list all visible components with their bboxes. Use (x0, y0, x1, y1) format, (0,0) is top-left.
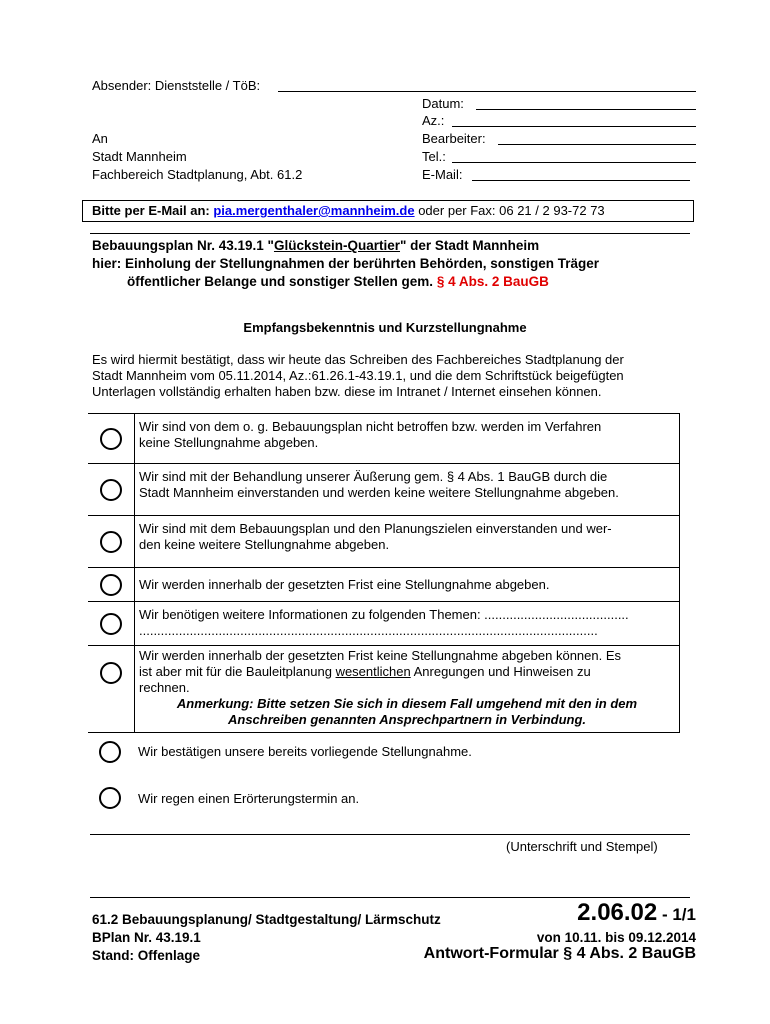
sender-label: Absender: Dienststelle / TöB: (92, 78, 261, 93)
subject-line2: hier: Einholung der Stellungnahmen der berührten Behörden, sonstigen Träger (92, 256, 600, 271)
recipient-department: Fachbereich Stadtplanung, Abt. 61.2 (92, 167, 303, 182)
option-7-label: Wir bestätigen unsere bereits vorliegende Stellungnahme. (138, 744, 472, 759)
option-6-note-line1: Anmerkung: Bitte setzen Sie sich in diesem Fall umgehend mit den in dem (176, 696, 638, 711)
option-3-radio[interactable] (100, 531, 122, 553)
option-6-line3: rechnen. (139, 680, 190, 695)
subject-quarter-name: Glückstein-Quartier (273, 238, 401, 253)
option-1-cell (88, 414, 135, 464)
option-6-note-line2: Anschreiben genannten Ansprechpartnern in Verbindung. (227, 712, 587, 727)
option-6-cell (88, 646, 135, 733)
email-field[interactable] (472, 180, 690, 181)
email-label: E-Mail: (422, 167, 463, 182)
option-2-line1: Wir sind mit der Behandlung unserer Äußerung gem. § 4 Abs. 1 BauGB durch die (139, 469, 608, 484)
signature-line[interactable] (90, 834, 690, 835)
recipient-city: Stadt Mannheim (92, 149, 187, 164)
option-1-radio[interactable] (100, 428, 122, 450)
divider (90, 233, 690, 234)
fax-text: oder per Fax: 06 21 / 2 93-72 73 (414, 203, 605, 218)
option-6-line2-pre: ist aber mit für die Bauleitplanung (139, 664, 336, 679)
option-4-text-cell (135, 568, 680, 602)
footer-form-title: Antwort-Formular § 4 Abs. 2 BauGB (423, 945, 696, 962)
option-3-line1: Wir sind mit dem Bebauungsplan und den Planungszielen einverstanden und wer- (139, 521, 612, 536)
option-8-radio[interactable] (99, 787, 121, 809)
sender-field[interactable] (278, 91, 696, 92)
option-2-line2: Stadt Mannheim einverstanden und werden keine weitere Stellungnahme abgeben. (139, 485, 619, 500)
option-5-radio[interactable] (100, 613, 122, 635)
option-4-radio[interactable] (100, 574, 122, 596)
option-2-cell (88, 464, 135, 516)
intro-line3: Unterlagen vollständig erhalten haben bzw. diese im Intranet / Internet einsehen können. (92, 384, 602, 399)
intro-line2: Stadt Mannheim vom 05.11.2014, Az.:61.26.1-43.19.1, und die dem Schriftstück beigefügten (92, 368, 624, 383)
option-6-line2 (139, 664, 675, 680)
footer-department: 61.2 Bebauungsplanung/ Stadtgestaltung/ Lärmschutz (92, 912, 441, 927)
datum-field[interactable] (476, 109, 696, 110)
bearbeiter-label: Bearbeiter: (422, 131, 486, 146)
option-3-line2: den keine weitere Stellungnahme abgeben. (139, 537, 390, 552)
option-3-cell (88, 516, 135, 568)
option-2-radio[interactable] (100, 479, 122, 501)
option-5-line2: ............................................................................................................................... (139, 623, 598, 638)
footer-doc-number: 2.06.02 (577, 899, 658, 926)
bearbeiter-field[interactable] (498, 144, 696, 145)
az-field[interactable] (452, 126, 696, 127)
email-bar-prefix: Bitte per E-Mail an: (92, 203, 214, 218)
option-1-text-cell (135, 414, 680, 464)
options-table (88, 413, 680, 733)
option-5-text-cell (135, 602, 680, 646)
option-6-line2-post: Anregungen und Hinweisen zu (410, 664, 591, 679)
az-label: Az.: (422, 113, 445, 128)
option-8-label: Wir regen einen Erörterungstermin an. (138, 791, 360, 806)
intro-line1: Es wird hiermit bestätigt, dass wir heute das Schreiben des Fachbereiches Stadtplanung der (92, 352, 624, 367)
subject-city: " der Stadt Mannheim (400, 238, 540, 253)
option-6-line1: Wir werden innerhalb der gesetzten Frist keine Stellungnahme abgeben können. Es (139, 648, 622, 663)
option-6-underlined-word: wesentlichen (335, 664, 411, 679)
section-title: Empfangsbekenntnis und Kurzstellungnahme (243, 320, 527, 335)
tel-label: Tel.: (422, 149, 446, 164)
footer-status: Stand: Offenlage (92, 948, 201, 963)
subject-line3-text: öffentlicher Belange und sonstiger Stellen gem. (127, 274, 437, 289)
option-3-text-cell (135, 516, 680, 568)
option-4-cell (88, 568, 135, 602)
footer-doc-id (577, 898, 696, 931)
option-6-text-cell (135, 646, 680, 733)
recipient-an: An (92, 131, 108, 146)
footer-page: - 1/1 (657, 905, 696, 924)
subject-paragraph-ref: § 4 Abs. 2 BauGB (436, 274, 549, 289)
option-5-cell (88, 602, 135, 646)
option-4-line1: Wir werden innerhalb der gesetzten Frist eine Stellungnahme abgeben. (139, 576, 550, 592)
footer-period: von 10.11. bis 09.12.2014 (536, 930, 696, 945)
email-bar-text (92, 202, 605, 219)
signature-label: (Unterschrift und Stempel) (506, 839, 658, 854)
datum-label: Datum: (422, 96, 464, 111)
option-1-line2: keine Stellungnahme abgeben. (139, 435, 319, 450)
subject-line3 (127, 273, 549, 290)
option-6-radio[interactable] (100, 662, 122, 684)
footer-plan-number: BPlan Nr. 43.19.1 (92, 930, 201, 945)
option-5-line1: Wir benötigen weitere Informationen zu folgenden Themen: ........................................ (139, 607, 629, 622)
option-1-line1: Wir sind von dem o. g. Bebauungsplan nicht betroffen bzw. werden im Verfahren (139, 419, 602, 434)
subject-plan-number: Bebauungsplan Nr. 43.19.1 " (92, 238, 274, 253)
option-2-text-cell (135, 464, 680, 516)
email-link[interactable]: pia.mergenthaler@mannheim.de (213, 203, 415, 218)
option-7-radio[interactable] (99, 741, 121, 763)
tel-field[interactable] (452, 162, 696, 163)
subject-line1 (92, 237, 539, 254)
